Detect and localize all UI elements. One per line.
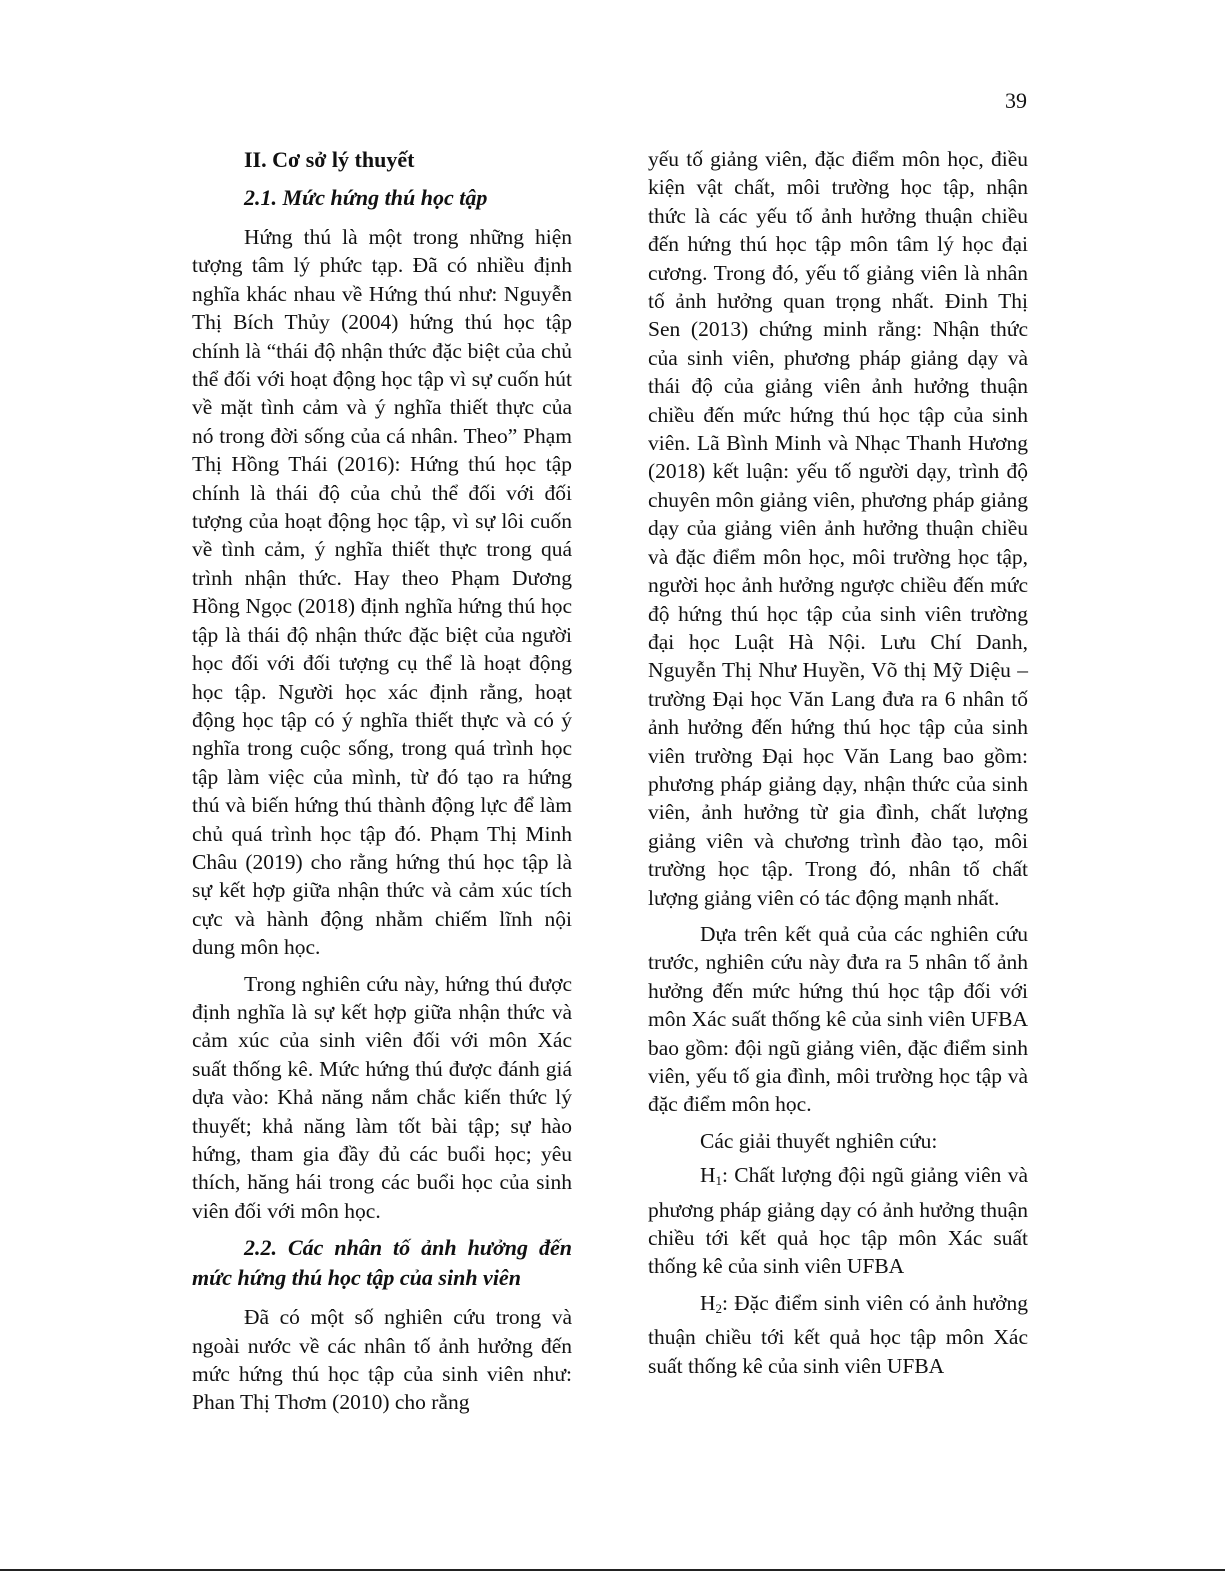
- hypotheses-intro: Các giải thuyết nghiên cứu:: [700, 1128, 938, 1153]
- hypothesis-h1: [648, 1161, 1028, 1281]
- paragraph-prior-research: Đã có một số nghiên cứu trong và ngoài nước về các nhân tố ảnh hưởng đến mức hứng thú học tập của sinh viên như: Phan Thị Thơm (2010) cho rằng: [192, 1305, 572, 1415]
- hypothesis-h1-text: : Chất lượng đội ngũ giảng viên và phương pháp giảng dạy có ảnh hưởng thuận chiều tới kết quả học tập môn Xác suất thống kê của sinh viên UFBA: [648, 1163, 1028, 1279]
- subsection-heading-2-1: 2.1. Mức hứng thú học tập: [244, 185, 488, 210]
- right-column: [648, 145, 1028, 1388]
- hypothesis-h1-subscript: 1: [715, 1173, 723, 1189]
- hypothesis-h2-text: : Đặc điểm sinh viên có ảnh hưởng thuận chiều tới kết quả học tập môn Xác suất thống kê của sinh viên UFBA: [648, 1290, 1028, 1378]
- bottom-divider: [0, 1569, 1225, 1571]
- paragraph-interest-definitions: Hứng thú là một trong những hiện tượng tâm lý phức tạp. Đã có nhiều định nghĩa khác nhau về Hứng thú như: Nguyễn Thị Bích Thủy (2004) hứng thú học tập chính là “thái độ nhận thức đặc biệt của chủ thể đối với hoạt động học tập vì sự cuốn hút về mặt tình cảm và ý nghĩa thiết thực của nó trong đời sống của cá nhân. Theo” Phạm Thị Hồng Thái (2016): Hứng thú học tập chính là thái độ của chủ thể đối với đối tượng của hoạt động học tập, vì sự lôi cuốn về tình cảm, ý nghĩa thiết thực trong quá trình nhận thức. Hay theo Phạm Dương Hồng Ngọc (2018) định nghĩa hứng thú học tập là thái độ nhận thức đặc biệt của người học đối với đối tượng cụ thể là hoạt động học tập. Người học xác định rằng, hoạt động học tập có ý nghĩa thiết thực và có ý nghĩa trong cuộc sống, trong quá trình học tập làm việc của mình, từ đó tạo ra hứng thú và biến hứng thú thành động lực để làm chủ quá trình học tập đó. Phạm Thị Minh Châu (2019) cho rằng hứng thú học tập là sự kết hợp giữa nhận thức và cảm xúc tích cực và hành động nhằm chiếm lĩnh nội dung môn học.: [192, 225, 572, 960]
- paragraph-proposed-factors: Dựa trên kết quả của các nghiên cứu trước, nghiên cứu này đưa ra 5 nhân tố ảnh hưởng đến mức hứng thú học tập đối với môn Xác suất thống kê của sinh viên UFBA bao gồm: đội ngũ giảng viên, đặc điểm sinh viên, yếu tố gia đình, môi trường học tập và đặc điểm môn học.: [648, 921, 1028, 1117]
- paragraph-prior-research-continued: yếu tố giảng viên, đặc điểm môn học, điều kiện vật chất, môi trường học tập, nhận thức là các yếu tố ảnh hưởng thuận chiều đến hứng thú học tập môn tâm lý học đại cương. Trong đó, yếu tố giảng viên là nhân tố ảnh hưởng quan trọng nhất. Đinh Thị Sen (2013) chứng minh rằng: Nhận thức của sinh viên, phương pháp giảng dạy và thái độ của giảng viên ảnh hưởng thuận chiều đến mức hứng thú học tập của sinh viên. Lã Bình Minh và Nhạc Thanh Hương (2018) kết luận: yếu tố người dạy, trình độ chuyên môn giảng viên, phương pháp giảng dạy của giảng viên ảnh hưởng thuận chiều và đặc điểm môn học, môi trường học tập, người học ảnh hưởng ngược chiều đến mức độ hứng thú học tập của sinh viên trường đại học Luật Hà Nội. Lưu Chí Danh, Nguyễn Thị Như Huyền, Võ thị Mỹ Diệu – trường Đại học Văn Lang đưa ra 6 nhân tố ảnh hưởng đến hứng thú học tập của sinh viên trường Đại học Văn Lang bao gồm: phương pháp giảng dạy, nhận thức của sinh viên, ảnh hưởng từ gia đình, chất lượng giảng viên và chương trình đào tạo, môi trường học tập. Trong đó, nhân tố chất lượng giảng viên có tác động mạnh nhất.: [648, 147, 1028, 910]
- page-number: 39: [1005, 88, 1027, 113]
- subsection-heading-2-2: 2.2. Các nhân tố ảnh hưởng đến mức hứng thú học tập của sinh viên: [192, 1235, 572, 1291]
- hypothesis-h2: [648, 1289, 1028, 1380]
- paragraph-study-definition: Trong nghiên cứu này, hứng thú được định nghĩa là sự kết hợp giữa nhận thức và cảm xúc của sinh viên đối với môn Xác suất thống kê. Mức hứng thú được đánh giá dựa vào: Khả năng nắm chắc kiến thức lý thuyết; khả năng làm tốt bài tập; sự hào hứng, tham gia đầy đủ các buổi học; yêu thích, hăng hái trong các buổi học của sinh viên đối với môn học.: [192, 971, 572, 1223]
- hypothesis-h1-label: H: [700, 1163, 716, 1188]
- hypothesis-h2-subscript: 2: [715, 1300, 723, 1316]
- hypothesis-h2-label: H: [700, 1290, 716, 1315]
- left-column: [192, 145, 572, 1425]
- section-heading: II. Cơ sở lý thuyết: [244, 147, 415, 172]
